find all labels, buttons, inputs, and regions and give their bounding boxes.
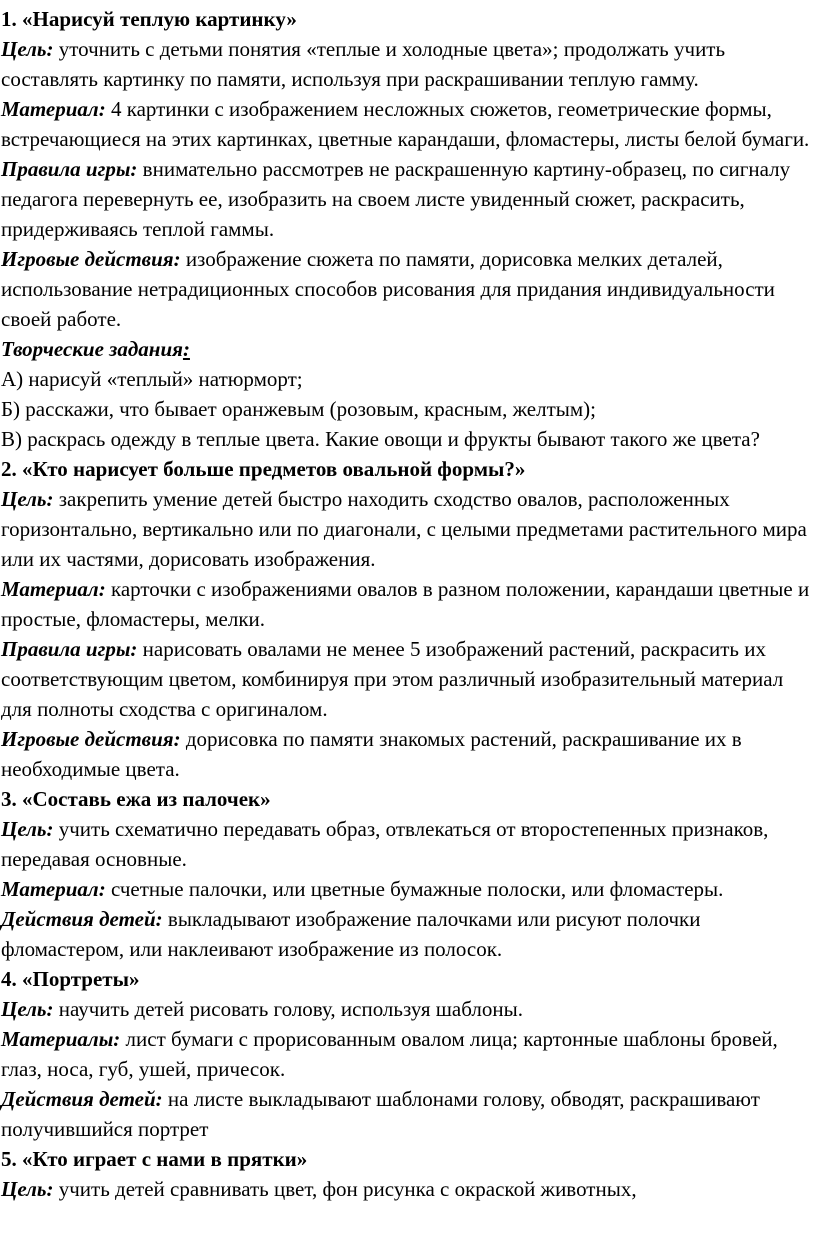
goal-label: Цель:: [1, 37, 54, 61]
section-1-goal: [0, 34, 816, 94]
rules-text: нарисовать овалами не менее 5 изображений растений, раскрасить их соответствующим цветом, комбинируя при этом различный изобразительный материал для полноты сходства с оригиналом.: [1, 637, 784, 721]
section-1-rules: [0, 154, 816, 244]
section-1-tasks-heading: [0, 334, 816, 364]
actions-label: Действия детей:: [1, 907, 163, 931]
goal-text: уточнить с детьми понятия «теплые и холодные цвета»; продолжать учить составлять картинку по памяти, используя при раскрашивании теплую гамму.: [1, 37, 726, 91]
tasks-colon: :: [182, 337, 190, 361]
section-2-actions: [0, 724, 816, 784]
goal-text: закрепить умение детей быстро находить сходство овалов, расположенных горизонтально, вертикально или по диагонали, с целыми предметами растительного мира или их частями, дорисовать изображения.: [1, 487, 807, 571]
goal-text: учить детей сравнивать цвет, фон рисунка с окраской животных,: [58, 1177, 637, 1201]
section-4-title: 4. «Портреты»: [1, 967, 140, 991]
section-5-title: 5. «Кто играет с нами в прятки»: [1, 1147, 308, 1171]
goal-label: Цель:: [1, 997, 54, 1021]
rules-label: Правила игры:: [1, 157, 138, 181]
section-1-material: [0, 94, 816, 154]
material-text: счетные палочки, или цветные бумажные полоски, или фломастеры.: [110, 877, 724, 901]
section-2-material: [0, 574, 816, 634]
goal-label: Цель:: [1, 487, 54, 511]
goal-label: Цель:: [1, 1177, 54, 1201]
material-label: Материал:: [1, 97, 106, 121]
section-1-title: 1. «Нарисуй теплую картинку»: [1, 7, 297, 31]
goal-label: Цель:: [1, 817, 54, 841]
tasks-label: Творческие задания: [1, 337, 183, 361]
task-item-a: А) нарисуй «теплый» натюрморт;: [1, 367, 303, 391]
section-3-actions: [0, 904, 816, 964]
actions-text: выкладывают изображение палочками или рисуют полочки фломастером, или наклеивают изображение из полосок.: [1, 907, 701, 961]
material-label: Материал:: [1, 877, 106, 901]
material-text: 4 картинки с изображением несложных сюжетов, геометрические формы, встречающиеся на этих картинках, цветные карандаши, фломастеры, листы белой бумаги.: [1, 97, 810, 151]
actions-text: изображение сюжета по памяти, дорисовка мелких деталей, использование нетрадиционных способов рисования для придания индивидуальности своей работе.: [1, 247, 775, 331]
rules-text: внимательно рассмотрев не раскрашенную картину-образец, по сигналу педагога перевернуть ее, изобразить на своем листе увиденный сюжет, раскрасить, придерживаясь теплой гаммы.: [1, 157, 791, 241]
section-4-material: [0, 1024, 816, 1084]
actions-label: Игровые действия:: [1, 727, 181, 751]
section-3-title: 3. «Составь ежа из палочек»: [1, 787, 271, 811]
task-item-b: Б) расскажи, что бывает оранжевым (розовым, красным, желтым);: [1, 397, 597, 421]
goal-text: учить схематично передавать образ, отвлекаться от второстепенных признаков, передавая основные.: [1, 817, 769, 871]
section-4-actions: [0, 1084, 816, 1144]
section-1-actions: [0, 244, 816, 334]
rules-label: Правила игры:: [1, 637, 138, 661]
section-2-title: 2. «Кто нарисует больше предметов овальной формы?»: [1, 457, 526, 481]
section-3-goal: [0, 814, 816, 874]
material-text: карточки с изображениями овалов в разном положении, карандаши цветные и простые, фломастеры, мелки.: [1, 577, 810, 631]
section-5-goal: [0, 1174, 816, 1204]
actions-text: на листе выкладывают шаблонами голову, обводят, раскрашивают получившийся портрет: [1, 1087, 760, 1141]
task-item-c: В) раскрась одежду в теплые цвета. Какие овощи и фрукты бывают такого же цвета?: [1, 427, 760, 451]
actions-label: Действия детей:: [1, 1087, 163, 1111]
section-4-goal: [0, 994, 816, 1024]
section-3-material: [0, 874, 816, 904]
material-label: Материалы:: [1, 1027, 121, 1051]
section-2-rules: [0, 634, 816, 724]
material-label: Материал:: [1, 577, 106, 601]
actions-label: Игровые действия:: [1, 247, 181, 271]
actions-text: дорисовка по памяти знакомых растений, раскрашивание их в необходимые цвета.: [1, 727, 742, 781]
goal-text: научить детей рисовать голову, используя шаблоны.: [58, 997, 523, 1021]
section-2-goal: [0, 484, 816, 574]
material-text: лист бумаги с прорисованным овалом лица; картонные шаблоны бровей, глаз, носа, губ, ушей, причесок.: [1, 1027, 778, 1081]
